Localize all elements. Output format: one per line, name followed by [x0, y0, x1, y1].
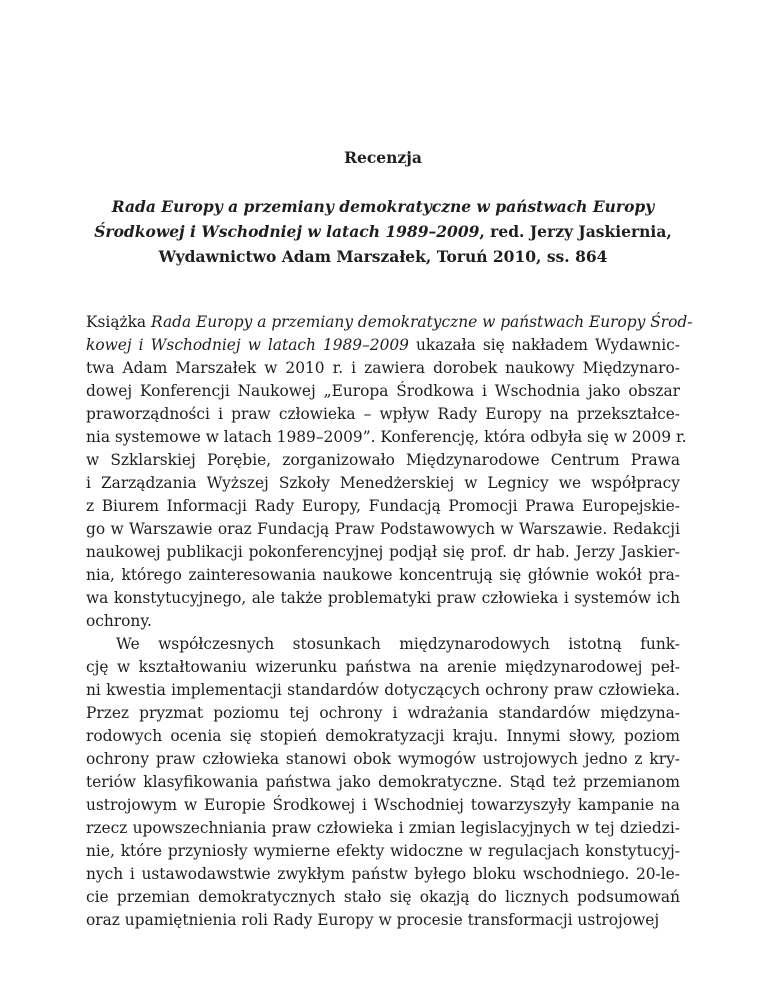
- text-segment: nia, którego zainteresowania naukowe koncentrują się głównie wokół pra-: [86, 566, 680, 584]
- text-segment: teriów klasyfikowania państwa jako demokratyczne. Stąd też przemianom: [86, 773, 680, 791]
- text-segment: oraz upamiętnienia roli Rady Europy w procesie transformacji ustrojowej: [86, 911, 660, 929]
- text-line: [86, 840, 680, 863]
- text-line: [86, 311, 693, 334]
- text-segment: dowej Konferencji Naukowej „Europa Środkowa i Wschodnia jako obszar: [86, 382, 680, 400]
- text-line: [86, 449, 680, 472]
- text-segment: ukazała się nakładem Wydawnic-: [408, 336, 680, 354]
- text-segment: We współczesnych stosunkach międzynarodowych istotną funk-: [116, 635, 680, 653]
- text-line: [86, 679, 680, 702]
- section-label: Recenzja: [344, 148, 422, 167]
- book-title-line-1: Rada Europy a przemiany demokratyczne w państwach Europy: [111, 197, 655, 216]
- text-segment: ochrony praw człowieka stanowi obok wymogów ustrojowych jedno z kry-: [86, 750, 680, 768]
- text-segment: rodowych ocenia się stopień demokratyzacji kraju. Innymi słowy, poziom: [86, 727, 680, 745]
- editor-text: , red. Jerzy Jaskiernia,: [479, 222, 672, 241]
- text-segment: Książka: [86, 313, 151, 331]
- text-segment: nie, które przyniosły wymierne efekty widoczne w regulacjach konstytucyj-: [86, 842, 680, 860]
- text-line: [86, 541, 680, 564]
- review-body: [86, 311, 693, 932]
- paragraph: [86, 311, 693, 633]
- text-line: [86, 656, 680, 679]
- text-segment: i Zarządzania Wyższej Szkoły Menedżerskiej w Legnicy we współpracy: [86, 474, 680, 492]
- text-line: [86, 817, 680, 840]
- text-segment: naukowej publikacji pokonferencyjnej podjął się prof. dr hab. Jerzy Jaskier-: [86, 543, 680, 561]
- text-line: [86, 380, 680, 403]
- italic-title-text: kowej i Wschodniej w latach 1989–2009: [86, 336, 409, 354]
- text-segment: cie przemian demokratycznych stało się okazją do licznych podsumowań: [86, 888, 680, 906]
- text-line: [86, 725, 680, 748]
- text-line: [86, 748, 680, 771]
- text-segment: cję w kształtowaniu wizerunku państwa na arenie międzynarodowej peł-: [86, 658, 680, 676]
- text-segment: ni kwestia implementacji standardów dotyczących ochrony praw człowieka.: [86, 681, 680, 699]
- text-line: [86, 357, 680, 380]
- text-line: [86, 794, 680, 817]
- book-title-line-2: [86, 219, 680, 244]
- text-line: [86, 587, 680, 610]
- text-line: [86, 495, 680, 518]
- text-line: [86, 334, 680, 357]
- review-header: [86, 194, 680, 269]
- text-line: [86, 771, 680, 794]
- text-line: [86, 863, 680, 886]
- paragraph: [86, 633, 680, 932]
- book-title-part: Środkowej i Wschodniej w latach 1989–2009: [94, 222, 480, 241]
- text-segment: w Szklarskiej Porębie, zorganizowało Międzynarodowe Centrum Prawa: [86, 451, 680, 469]
- text-segment: ochrony.: [86, 612, 152, 630]
- text-line: [86, 610, 680, 633]
- text-line: [86, 702, 680, 725]
- text-segment: go w Warszawie oraz Fundacją Praw Podstawowych w Warszawie. Redakcji: [86, 520, 680, 538]
- text-line: [86, 886, 680, 909]
- text-line: [86, 403, 680, 426]
- text-line: [86, 564, 680, 587]
- italic-title-text: Rada Europy a przemiany demokratyczne w państwach Europy Środ-: [151, 313, 693, 331]
- text-line: [86, 426, 687, 449]
- publisher-line: Wydawnictwo Adam Marszałek, Toruń 2010, ss. 864: [158, 247, 608, 266]
- text-segment: z Biurem Informacji Rady Europy, Fundacją Promocji Prawa Europejskie-: [86, 497, 680, 515]
- text-segment: nia systemowe w latach 1989–2009”. Konferencję, która odbyła się w 2009 r.: [86, 428, 687, 446]
- text-line: [86, 518, 680, 541]
- text-segment: rzecz upowszechniania praw człowieka i zmian legislacyjnych w tej dziedzi-: [86, 819, 680, 837]
- text-segment: wa konstytucyjnego, ale także problematyki praw człowieka i systemów ich: [86, 589, 680, 607]
- text-segment: twa Adam Marszałek w 2010 r. i zawiera dorobek naukowy Międzynaro-: [86, 359, 680, 377]
- text-segment: praworządności i praw człowieka – wpływ Rady Europy na przekształce-: [86, 405, 680, 423]
- text-line: [86, 633, 680, 656]
- text-line: [86, 472, 680, 495]
- text-segment: ustrojowym w Europie Środkowej i Wschodniej towarzyszyły kampanie na: [86, 796, 680, 814]
- text-line: [86, 909, 680, 932]
- text-segment: nych i ustawodawstwie zwykłym państw byłego bloku wschodniego. 20-le-: [86, 865, 680, 883]
- document-page: [86, 148, 693, 932]
- text-segment: Przez pryzmat poziomu tej ochrony i wdrażania standardów międzyna-: [86, 704, 680, 722]
